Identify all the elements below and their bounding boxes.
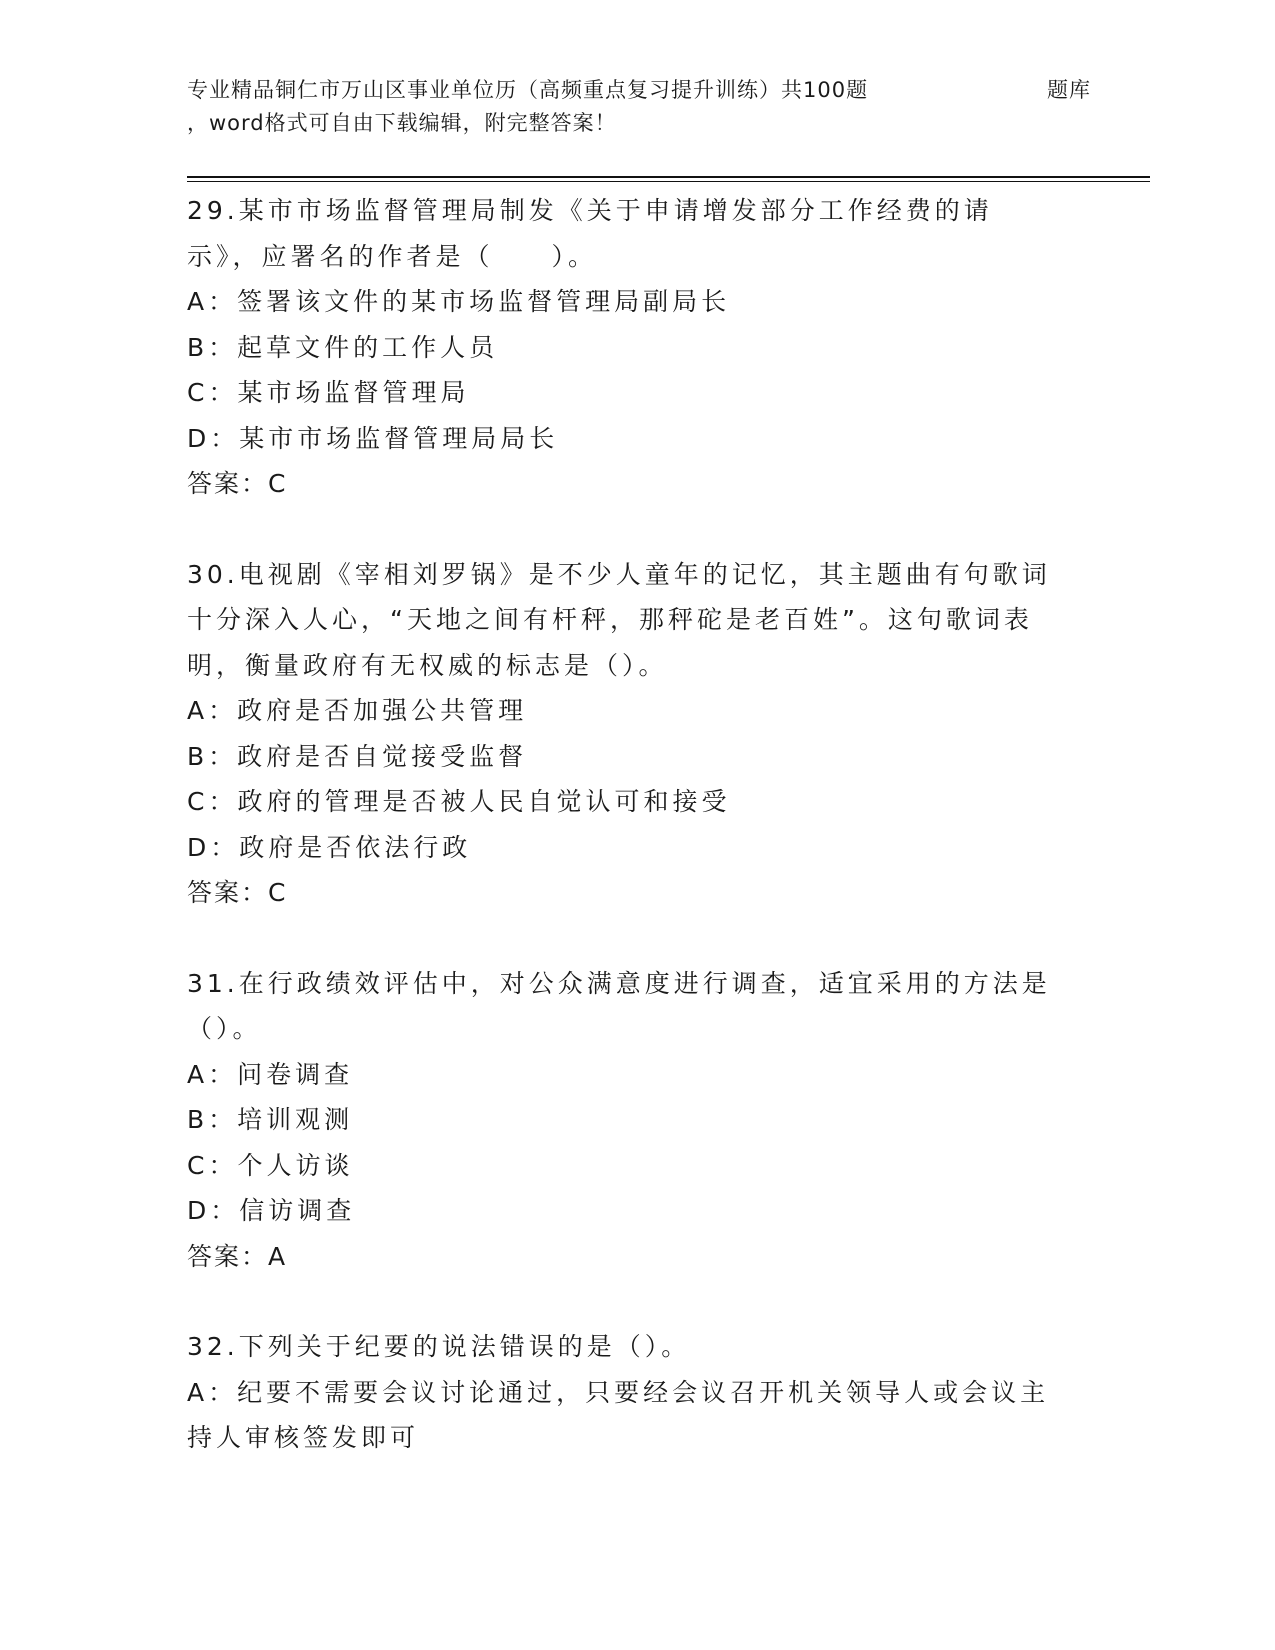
option-d: D：某市市场监督管理局局长 (187, 423, 559, 453)
header-divider-thin (187, 181, 1150, 182)
option-b: B：起草文件的工作人员 (187, 332, 499, 362)
header-subtitle: ，word格式可自由下载编辑，附完整答案！ (187, 111, 617, 135)
question-29 (187, 188, 1067, 507)
answer-line: 答案：A (187, 1241, 288, 1271)
option-d: D：政府是否依法行政 (187, 832, 472, 862)
question-30 (187, 552, 1067, 916)
option-c: C：政府的管理是否被人民自觉认可和接受 (187, 787, 731, 816)
page-header (187, 74, 1091, 140)
option-a: A：问卷调查 (187, 1059, 354, 1089)
header-title: 专业精品铜仁市万山区事业单位历（高频重点复习提升训练）共100题 (187, 78, 869, 102)
option-d: D：信访调查 (187, 1196, 356, 1225)
question-31 (187, 961, 1067, 1280)
question-stem: 29.某市市场监督管理局制发《关于申请增发部分工作经费的请示》，应署名的作者是（ ）。 (187, 196, 993, 271)
option-c: C：个人访谈 (187, 1150, 354, 1180)
question-32 (187, 1324, 1067, 1461)
option-a: A：政府是否加强公共管理 (187, 696, 528, 725)
header-line-1 (187, 74, 1091, 107)
header-divider-thick (187, 176, 1150, 178)
question-list (187, 188, 1067, 1506)
option-a: A：纪要不需要会议讨论通过，只要经会议召开机关领导人或会议主持人审核签发即可 (187, 1377, 1050, 1452)
question-stem: 30.电视剧《宰相刘罗锅》是不少人童年的记忆，其主题曲有句歌词十分深入人心，“天地之间有杆秤，那秤砣是老百姓”。这句歌词表明，衡量政府有无权威的标志是（）。 (187, 559, 1051, 680)
question-stem: 32.下列关于纪要的说法错误的是（）。 (187, 1332, 691, 1361)
option-c: C：某市场监督管理局 (187, 378, 470, 407)
question-stem: 31.在行政绩效评估中，对公众满意度进行调查，适宜采用的方法是（）。 (187, 968, 1051, 1043)
option-b: B：培训观测 (187, 1105, 354, 1134)
answer-line: 答案：C (187, 878, 288, 907)
option-a: A：签署该文件的某市场监督管理局副局长 (187, 287, 731, 316)
answer-line: 答案：C (187, 469, 288, 498)
header-tag: 题库 (1047, 78, 1091, 102)
option-b: B：政府是否自觉接受监督 (187, 741, 528, 771)
